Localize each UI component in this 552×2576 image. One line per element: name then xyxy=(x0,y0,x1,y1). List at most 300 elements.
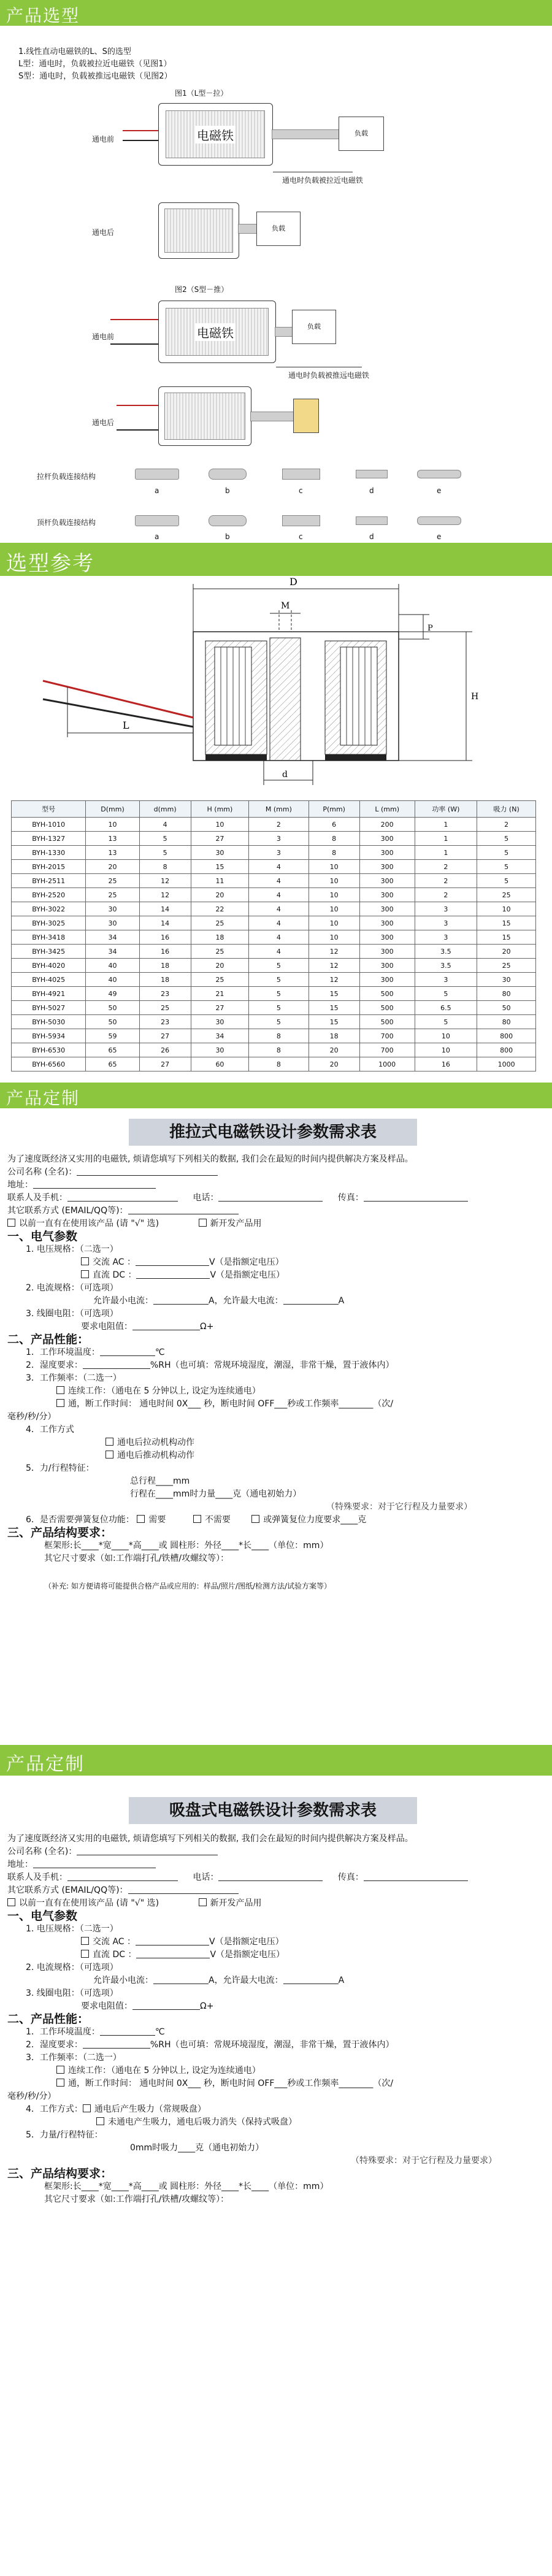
new-label: 新开发产品用 xyxy=(210,1898,262,1908)
ac-field[interactable] xyxy=(136,1257,209,1266)
table-cell: 12 xyxy=(309,959,359,973)
humidity-field[interactable] xyxy=(83,1360,150,1369)
new-checkbox[interactable] xyxy=(199,1219,207,1227)
work-mode-label: 4．工作方式 xyxy=(26,1425,74,1435)
fig2-after-label: 通电后 xyxy=(92,418,115,427)
voltage-label: 1. 电压规格：（二选一） xyxy=(26,1244,118,1254)
header-cell: M (mm) xyxy=(249,801,309,818)
form1-intro: 为了速度既经济又实用的电磁铁, 烦请您填写下列相关的数据, 我们会在最短的时间内提供解决方案及样品。 xyxy=(7,1154,413,1164)
table-cell: 4 xyxy=(249,930,309,945)
current-min-label: 允许最小电流： xyxy=(93,1296,153,1306)
continuous-label: 连续工作：（通电在 5 分钟以上, 设定为连续通电） xyxy=(68,1386,261,1396)
form1 xyxy=(7,1153,545,1593)
stroke-label: 总行程____mm xyxy=(130,1476,190,1486)
ac-label: 交流 AC ： xyxy=(93,1937,136,1947)
force-label: 5．力量/行程特征： xyxy=(26,2130,103,2140)
table-cell: 25 xyxy=(139,1001,191,1015)
table-cell: 10 xyxy=(309,860,359,874)
table-cell: 800 xyxy=(477,1043,536,1057)
table-cell: 14 xyxy=(139,902,191,916)
table-cell: 27 xyxy=(191,1001,249,1015)
current-max-label: A，允许最大电流： xyxy=(209,1976,283,1985)
table-row xyxy=(12,818,536,832)
section-banner-custom-1 xyxy=(0,1083,552,1108)
ohm-unit: Ω+ xyxy=(200,2001,214,2011)
table-cell: 15 xyxy=(477,916,536,930)
table-cell: 1000 xyxy=(477,1057,536,1071)
table-cell: 20 xyxy=(309,1043,359,1057)
address-field[interactable] xyxy=(33,1859,156,1868)
table-cell: 1 xyxy=(415,846,477,860)
table-cell: 5 xyxy=(249,973,309,987)
selection-note-3: S型：通电时，负载被推远电磁铁（见图2） xyxy=(18,72,172,81)
table-cell: 1 xyxy=(415,832,477,846)
dc-unit: V（是指额定电压） xyxy=(210,1270,285,1280)
dim-P: P xyxy=(427,624,433,633)
load-box: 负载 xyxy=(339,117,384,151)
fig1-caption: 通电时负载被拉近电磁铁 xyxy=(282,176,364,185)
table-cell: 300 xyxy=(359,860,415,874)
table-cell: 2 xyxy=(415,874,477,888)
table-cell: 34 xyxy=(86,945,139,959)
humidity-field[interactable] xyxy=(83,2039,150,2049)
dc-field[interactable] xyxy=(136,1270,210,1279)
table-header-row xyxy=(12,801,536,818)
table-cell: 300 xyxy=(359,846,415,860)
header-cell: 型号 xyxy=(12,801,86,818)
ac-field[interactable] xyxy=(136,1936,209,1945)
table-cell: 30 xyxy=(86,902,139,916)
need-label: 需要 xyxy=(148,1515,166,1525)
table-cell: 5 xyxy=(477,846,536,860)
continuous-checkbox[interactable] xyxy=(56,2066,64,2074)
connector-e: e xyxy=(437,486,442,495)
table-cell: 20 xyxy=(191,888,249,902)
table-cell: 300 xyxy=(359,832,415,846)
frame-label: 框架形:长____*宽____*高____或 圆柱形：外径____*长____（单位：mm） xyxy=(44,1541,329,1551)
form2 xyxy=(7,1833,545,2206)
connector-b: b xyxy=(225,486,230,495)
table-cell: 8 xyxy=(309,846,359,860)
table-cell: 3 xyxy=(415,930,477,945)
table-cell: BYH-4025 xyxy=(12,973,86,987)
resistance-section: 3. 线圈电阻：（可选项） xyxy=(26,1309,118,1319)
table-cell: 2 xyxy=(477,818,536,832)
ohm-unit: Ω+ xyxy=(200,1322,214,1332)
table-cell: 8 xyxy=(249,1057,309,1071)
existing-label: 以前一直有在使用该产品 (请 "√" 选) xyxy=(19,1898,159,1908)
company-field[interactable] xyxy=(77,1167,218,1176)
dim-L: L xyxy=(123,719,129,731)
resistance-label: 要求电阻值： xyxy=(81,1322,132,1332)
contact-label: 联系人及手机： xyxy=(7,1193,67,1203)
current-max-label: A，允许最大电流： xyxy=(209,1296,283,1306)
intermittent-checkbox[interactable] xyxy=(56,1399,64,1407)
work-mode-label: 4．工作方式： xyxy=(26,2104,83,2114)
table-cell: BYH-3025 xyxy=(12,916,86,930)
address-label: 地址： xyxy=(7,1180,33,1190)
section-electrical: 一、电气参数 xyxy=(7,1230,78,1243)
table-cell: 5 xyxy=(249,1015,309,1029)
table-cell: 30 xyxy=(191,846,249,860)
table-cell: BYH-4020 xyxy=(12,959,86,973)
table-cell: 12 xyxy=(139,888,191,902)
table-cell: 800 xyxy=(477,1029,536,1043)
current-max-field[interactable] xyxy=(283,1975,339,1984)
fig1-before-label: 通电前 xyxy=(92,135,115,144)
special-note: （特殊要求：对于它行程及力量要求） xyxy=(351,2156,497,2166)
humidity-note: %RH（也可填：常规环境湿度，潮湿，非常干燥，置于液体内） xyxy=(150,1360,394,1370)
table-cell: 18 xyxy=(139,959,191,973)
table-cell: 500 xyxy=(359,1001,415,1015)
temp-label: 1．工作环境温度： xyxy=(26,1347,100,1357)
table-cell: 50 xyxy=(477,1001,536,1015)
company-label: 公司名称 (全名)： xyxy=(7,1167,77,1177)
fax-label: 传真： xyxy=(337,1193,364,1203)
other-contact-label: 其它联系方式 (EMAIL/QQ等)： xyxy=(7,1885,128,1895)
table-cell: 5 xyxy=(477,860,536,874)
table-row xyxy=(12,860,536,874)
table-cell: 25 xyxy=(86,874,139,888)
intermittent-checkbox[interactable] xyxy=(56,2079,64,2087)
table-row xyxy=(12,930,536,945)
other-contact-field[interactable] xyxy=(128,1885,239,1894)
table-cell: 15 xyxy=(309,1015,359,1029)
table-cell: 27 xyxy=(191,832,249,846)
fig2-caption: 通电时负载被推远电磁铁 xyxy=(288,371,370,380)
other-req-label: 其它尺寸要求（如:工作端打孔/铁槽/攻螺纹等）： xyxy=(44,1554,229,1563)
push-row-label: 顶杆负载连接结构 xyxy=(37,518,96,527)
table-row xyxy=(12,1015,536,1029)
stroke-force-label: 行程在____mm时力量____克（通电初始力） xyxy=(130,1489,302,1499)
table-cell: 4 xyxy=(249,945,309,959)
table-cell: 20 xyxy=(191,959,249,973)
continuous-label: 连续工作：（通电在 5 分钟以上, 设定为连续通电） xyxy=(68,2066,261,2076)
table-cell: 2 xyxy=(415,888,477,902)
current-section: 2. 电流规格：（可选项） xyxy=(26,1283,118,1293)
table-cell: BYH-4921 xyxy=(12,987,86,1001)
per-unit: 毫秒/秒/分） xyxy=(7,1412,56,1422)
selection-note-1: 1.线性直动电磁铁的L、S的选型 xyxy=(18,47,131,56)
current-section: 2. 电流规格：（可选项） xyxy=(26,1963,118,1972)
current-unit: A xyxy=(338,1976,345,1985)
table-cell: 15 xyxy=(191,860,249,874)
section-banner-selection xyxy=(0,0,552,26)
table-cell: 18 xyxy=(191,930,249,945)
table-cell: 23 xyxy=(139,987,191,1001)
header-cell: d(mm) xyxy=(139,801,191,818)
table-cell: 11 xyxy=(191,874,249,888)
header-cell: 吸力 (N) xyxy=(477,801,536,818)
table-cell: 10 xyxy=(309,902,359,916)
table-cell: 14 xyxy=(139,916,191,930)
table-row xyxy=(12,1001,536,1015)
table-cell: 2 xyxy=(249,818,309,832)
contact-field[interactable] xyxy=(67,1872,178,1881)
table-cell: 16 xyxy=(139,945,191,959)
table-cell: 4 xyxy=(249,874,309,888)
table-cell: 23 xyxy=(139,1015,191,1029)
form2-title: 吸盘式电磁铁设计参数需求表 xyxy=(129,1797,417,1824)
magnet-label: 电磁铁 xyxy=(195,323,236,341)
table-cell: 10 xyxy=(309,916,359,930)
table-cell: 5 xyxy=(477,874,536,888)
new-label: 新开发产品用 xyxy=(210,1219,262,1229)
fax-field[interactable] xyxy=(364,1192,468,1202)
table-cell: 50 xyxy=(86,1001,139,1015)
table-cell: 8 xyxy=(249,1029,309,1043)
connector-c: c xyxy=(299,486,303,495)
continuous-checkbox[interactable] xyxy=(56,1386,64,1394)
table-cell: 25 xyxy=(191,945,249,959)
ac-label: 交流 AC ： xyxy=(93,1257,136,1267)
table-cell: 700 xyxy=(359,1043,415,1057)
table-cell: 3.5 xyxy=(415,945,477,959)
table-cell: BYH-6560 xyxy=(12,1057,86,1071)
table-cell: 27 xyxy=(139,1057,191,1071)
header-cell: 功率 (W) xyxy=(415,801,477,818)
fax-field[interactable] xyxy=(364,1872,468,1881)
table-cell: 5 xyxy=(249,1001,309,1015)
table-cell: 22 xyxy=(191,902,249,916)
dc-label: 直流 DC ： xyxy=(93,1270,137,1280)
temp-unit: ℃ xyxy=(155,2027,165,2037)
current-min-field[interactable] xyxy=(153,1295,209,1305)
table-cell: 300 xyxy=(359,973,415,987)
ac-unit: V（是指额定电压） xyxy=(209,1937,284,1947)
no-need-label: 不需要 xyxy=(204,1515,231,1525)
table-cell: 5 xyxy=(139,846,191,860)
banner-text: 产品定制 xyxy=(6,1088,80,1108)
dimension-drawing xyxy=(0,577,552,797)
existing-checkbox[interactable] xyxy=(7,1219,15,1227)
current-max-field[interactable] xyxy=(283,1295,339,1305)
connector-b: b xyxy=(225,532,230,541)
dim-d: d xyxy=(282,770,288,780)
wm2-checkbox[interactable] xyxy=(96,2117,104,2125)
table-cell: 1 xyxy=(415,818,477,832)
connector-d: d xyxy=(369,532,374,541)
temp-field[interactable] xyxy=(100,1347,155,1356)
resistance-label: 要求电阻值： xyxy=(81,2001,132,2011)
table-cell: 16 xyxy=(415,1057,477,1071)
table-cell: 20 xyxy=(477,945,536,959)
phone-field[interactable] xyxy=(218,1872,323,1881)
push-label: 通电后推动机构动作 xyxy=(117,1451,194,1460)
table-cell: 59 xyxy=(86,1029,139,1043)
dimension-drawing-svg xyxy=(0,577,552,797)
ac-checkbox[interactable] xyxy=(81,1937,89,1945)
table-cell: 8 xyxy=(249,1043,309,1057)
temp-label: 1．工作环境温度： xyxy=(26,2027,100,2037)
phone-field[interactable] xyxy=(218,1192,323,1202)
table-cell: 18 xyxy=(139,973,191,987)
pull-row-label: 拉杆负载连接结构 xyxy=(37,472,96,481)
table-cell: 4 xyxy=(249,902,309,916)
humidity-label: 2．湿度要求： xyxy=(26,1360,83,1370)
table-cell: 16 xyxy=(139,930,191,945)
section-performance: 二、产品性能： xyxy=(7,2012,90,2026)
table-cell: 4 xyxy=(249,916,309,930)
table-cell: 25 xyxy=(86,888,139,902)
humidity-note: %RH（也可填：常规环境湿度，潮湿，非常干燥，置于液体内） xyxy=(150,2040,394,2050)
temp-field[interactable] xyxy=(100,2026,155,2036)
supplement-note: （补充: 如方便请将可能提供合格产品或应用的：样品/照片/图纸/检测方法/试验方案等） xyxy=(44,1582,332,1590)
header-cell: H (mm) xyxy=(191,801,249,818)
other-req-label: 其它尺寸要求（如:工作端打孔/铁槽/攻螺纹等）： xyxy=(44,2195,229,2204)
table-cell: 300 xyxy=(359,945,415,959)
table-cell: 5 xyxy=(415,987,477,1001)
force-label: 5．力/行程特征： xyxy=(26,1463,94,1473)
section-banner-custom-2 xyxy=(0,1745,552,1776)
table-cell: 300 xyxy=(359,888,415,902)
table-cell: 30 xyxy=(477,973,536,987)
section-electrical: 一、电气参数 xyxy=(7,1909,78,1923)
table-row xyxy=(12,959,536,973)
table-cell: 10 xyxy=(415,1043,477,1057)
table-cell: 10 xyxy=(477,902,536,916)
existing-label: 以前一直有在使用该产品 (请 "√" 选) xyxy=(19,1219,159,1229)
contact-label: 联系人及手机： xyxy=(7,1873,67,1882)
dc-checkbox[interactable] xyxy=(81,1950,89,1958)
table-cell: 25 xyxy=(191,973,249,987)
table-row xyxy=(12,846,536,860)
connector-a: a xyxy=(155,486,159,495)
spec-table xyxy=(11,800,536,1071)
table-cell: 200 xyxy=(359,818,415,832)
table-cell: 34 xyxy=(191,1029,249,1043)
table-cell: 60 xyxy=(191,1057,249,1071)
resistance-field[interactable] xyxy=(132,1321,200,1330)
need-checkbox[interactable] xyxy=(137,1515,145,1523)
table-cell: 3 xyxy=(415,973,477,987)
table-cell: 500 xyxy=(359,1015,415,1029)
table-cell: 49 xyxy=(86,987,139,1001)
new-checkbox[interactable] xyxy=(199,1898,207,1906)
dim-D: D xyxy=(289,577,297,588)
table-cell: 10 xyxy=(309,930,359,945)
other-contact-field[interactable] xyxy=(128,1205,239,1214)
table-cell: BYH-2511 xyxy=(12,874,86,888)
table-cell: 20 xyxy=(86,860,139,874)
table-row xyxy=(12,832,536,846)
form2-intro: 为了速度既经济又实用的电磁铁, 烦请您填写下列相关的数据, 我们会在最短的时间内提供解决方案及样品。 xyxy=(7,1834,413,1844)
table-cell: 4 xyxy=(249,860,309,874)
phone-label: 电话： xyxy=(193,1193,219,1203)
table-cell: BYH-6530 xyxy=(12,1043,86,1057)
table-cell: 15 xyxy=(309,987,359,1001)
table-cell: 300 xyxy=(359,902,415,916)
table-cell: 13 xyxy=(86,846,139,860)
table-cell: 40 xyxy=(86,973,139,987)
table-cell: 30 xyxy=(191,1043,249,1057)
table-row xyxy=(12,973,536,987)
table-cell: 10 xyxy=(191,818,249,832)
existing-checkbox[interactable] xyxy=(7,1898,15,1906)
header-cell: D(mm) xyxy=(86,801,139,818)
table-cell: 3 xyxy=(415,902,477,916)
table-cell: BYH-5030 xyxy=(12,1015,86,1029)
table-cell: 5 xyxy=(415,1015,477,1029)
dc-unit: V（是指额定电压） xyxy=(210,1950,285,1960)
table-row xyxy=(12,945,536,959)
dc-checkbox[interactable] xyxy=(81,1270,89,1278)
dc-field[interactable] xyxy=(136,1949,210,1958)
table-cell: 3 xyxy=(249,846,309,860)
form1-title: 推拉式电磁铁设计参数需求表 xyxy=(129,1119,417,1146)
table-cell: 18 xyxy=(309,1029,359,1043)
mode-label: 3．工作频率：（二选一） xyxy=(26,1373,121,1383)
table-cell: BYH-5934 xyxy=(12,1029,86,1043)
reset-other-checkbox[interactable] xyxy=(251,1515,259,1523)
table-row xyxy=(12,1057,536,1071)
push-checkbox[interactable] xyxy=(105,1451,113,1459)
wm1-checkbox[interactable] xyxy=(83,2104,91,2112)
table-cell: BYH-1010 xyxy=(12,818,86,832)
table-cell: BYH-3022 xyxy=(12,902,86,916)
pull-checkbox[interactable] xyxy=(105,1438,113,1446)
section-structure: 三、产品结构要求： xyxy=(7,2167,113,2180)
contact-field[interactable] xyxy=(67,1192,178,1202)
section-banner-reference xyxy=(0,543,552,576)
other-contact-label: 其它联系方式 (EMAIL/QQ等)： xyxy=(7,1206,128,1216)
table-cell: 300 xyxy=(359,916,415,930)
table-cell: 65 xyxy=(86,1057,139,1071)
fig1-after-label: 通电后 xyxy=(92,228,115,237)
special-note: （特殊要求：对于它行程及力量要求） xyxy=(326,1502,472,1512)
voltage-label: 1. 电压规格：（二选一） xyxy=(26,1924,118,1934)
table-cell: 80 xyxy=(477,987,536,1001)
reset-label: 6．是否需要弹簧复位功能： xyxy=(26,1515,134,1525)
company-field[interactable] xyxy=(77,1846,218,1855)
pull-label: 通电后拉动机构动作 xyxy=(117,1438,194,1447)
humidity-label: 2．湿度要求： xyxy=(26,2040,83,2050)
fax-label: 传真： xyxy=(337,1873,364,1882)
table-cell: 1000 xyxy=(359,1057,415,1071)
table-cell: BYH-1327 xyxy=(12,832,86,846)
table-cell: BYH-2520 xyxy=(12,888,86,902)
address-field[interactable] xyxy=(33,1179,156,1189)
table-cell: 50 xyxy=(86,1015,139,1029)
table-row xyxy=(12,902,536,916)
current-min-label: 允许最小电流： xyxy=(93,1976,153,1985)
table-cell: BYH-2015 xyxy=(12,860,86,874)
banner-text: 产品定制 xyxy=(6,1754,85,1775)
table-cell: 4 xyxy=(249,888,309,902)
table-cell: 34 xyxy=(86,930,139,945)
section-structure: 三、产品结构要求： xyxy=(7,1526,113,1539)
table-cell: 15 xyxy=(309,1001,359,1015)
dim-H: H xyxy=(471,692,479,702)
table-cell: 65 xyxy=(86,1043,139,1057)
dc-label: 直流 DC ： xyxy=(93,1950,137,1960)
table-cell: 30 xyxy=(86,916,139,930)
table-cell: 12 xyxy=(309,945,359,959)
current-min-field[interactable] xyxy=(153,1975,209,1984)
load-box: 负载 xyxy=(292,310,336,344)
table-cell: 20 xyxy=(309,1057,359,1071)
resistance-field[interactable] xyxy=(132,2001,200,2010)
mode-label: 3．工作频率：（二选一） xyxy=(26,2053,121,2063)
dim-M: M xyxy=(281,601,290,611)
ac-checkbox[interactable] xyxy=(81,1257,89,1265)
no-need-checkbox[interactable] xyxy=(193,1515,201,1523)
table-cell: 80 xyxy=(477,1015,536,1029)
table-cell: 2 xyxy=(415,860,477,874)
table-cell: 300 xyxy=(359,874,415,888)
load-block xyxy=(293,399,319,433)
table-cell: 5 xyxy=(249,987,309,1001)
